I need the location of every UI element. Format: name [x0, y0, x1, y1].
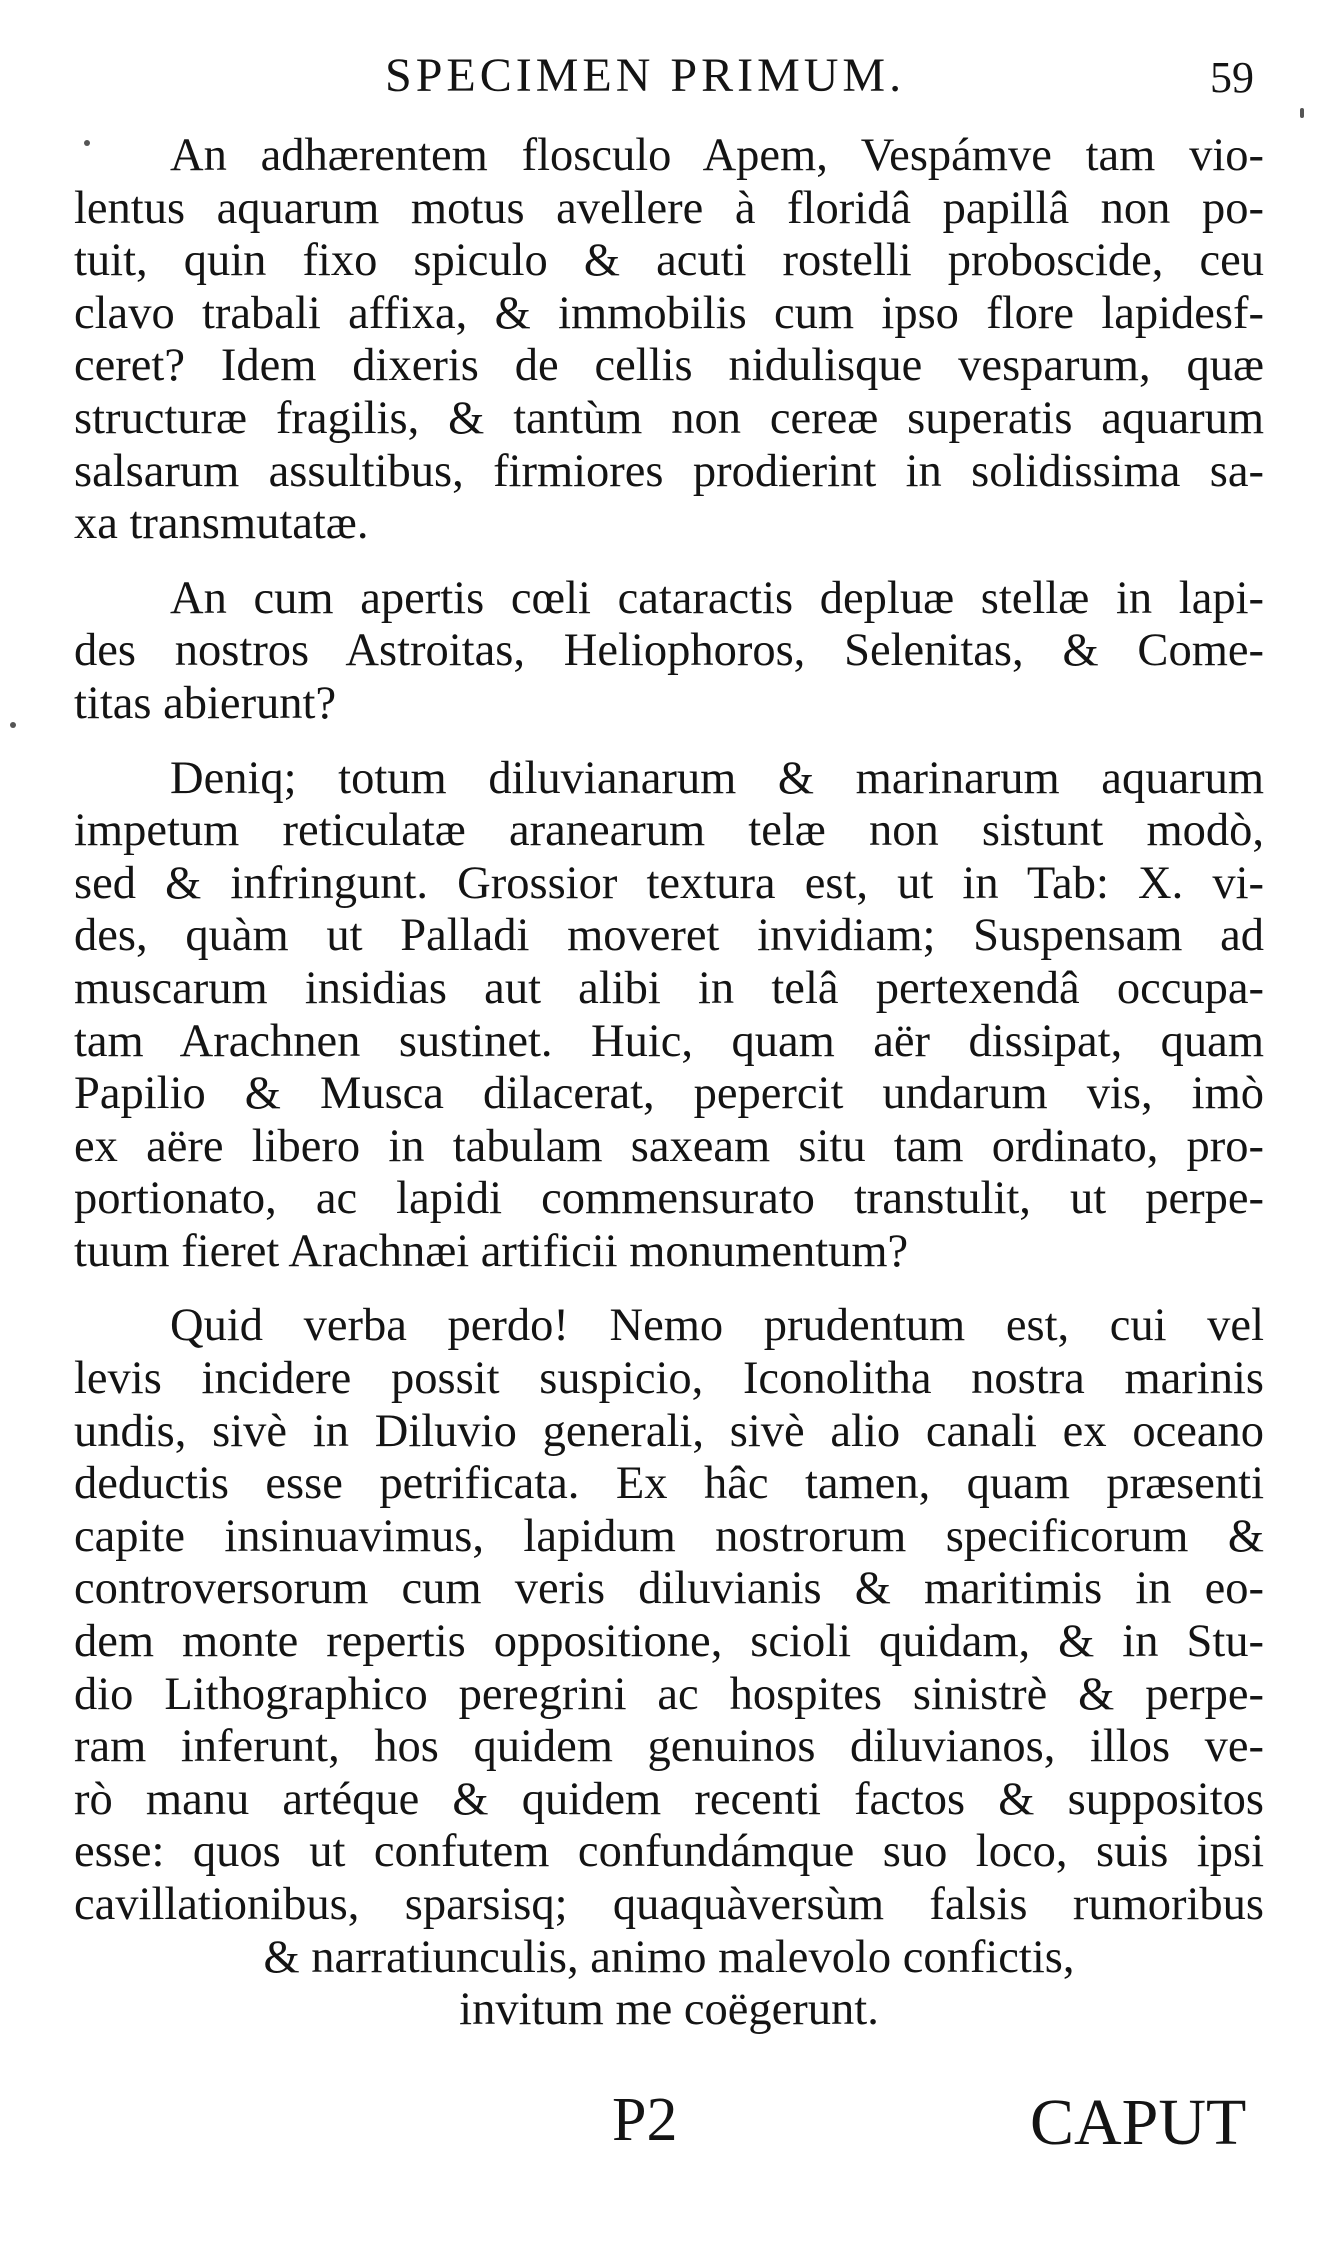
text-line: deductis esse petrificata. Ex hâc tamen, quam præsenti [74, 1458, 1264, 1510]
text-line: An adhærentem flosculo Apem, Vespámve tam vio- [170, 130, 1264, 181]
text-line: An cum apertis cœli cataractis depluæ stellæ in lapi- [170, 572, 1264, 624]
text-line: esse: quos ut confutem confundámque suo loco, suis ipsi [74, 1826, 1264, 1878]
text-line: levis incidere possit suspicio, Iconolitha nostra marinis [74, 1353, 1264, 1405]
text-line: & narratiunculis, animo malevolo confictis, [263, 1931, 1075, 1983]
text-line: invitum me coëgerunt. [459, 1984, 879, 2036]
text-line: undis, sivè in Diluvio generali, sivè alio canali ex oceano [74, 1405, 1264, 1457]
page-footer [0, 2085, 1336, 2175]
text-line: dio Lithographico peregrini ac hospites sinistrè & perpe- [74, 1668, 1264, 1720]
paragraph-4 [74, 1300, 1264, 2036]
text-line: rò manu artéque & quidem recenti factos & suppositos [74, 1773, 1264, 1825]
text-line: xa transmutatæ. [74, 498, 369, 550]
text-line: capite insinuavimus, lapidum nostrorum specificorum & [74, 1510, 1264, 1562]
text-line: impetum reticulatæ aranearum telæ non sistunt modò, [74, 805, 1264, 857]
text-line: salsarum assultibus, firmiores prodierint in solidissima sa- [74, 445, 1264, 497]
text-line: Papilio & Musca dilacerat, pepercit undarum vis, imò [74, 1068, 1264, 1120]
text-line: clavo trabali affixa, & immobilis cum ipso flore lapidesf- [74, 287, 1264, 339]
page-header [0, 48, 1336, 108]
paragraph-2 [74, 573, 1264, 731]
text-line: tuum fieret Arachnæi artificii monumentum? [74, 1225, 909, 1277]
text-line: des, quàm ut Palladi moveret invidiam; Suspensam ad [74, 910, 1264, 962]
text-line: structuræ fragilis, & tantùm non cereæ superatis aquarum [74, 392, 1264, 444]
text-line: controversorum cum veris diluvianis & maritimis in eo- [74, 1563, 1264, 1615]
text-line: dem monte repertis oppositione, scioli quidam, & in Stu- [74, 1616, 1264, 1668]
paragraph-3 [74, 753, 1264, 1279]
text-line: portionato, ac lapidi commensurato transtulit, ut perpe- [74, 1173, 1264, 1225]
text-line: ceret? Idem dixeris de cellis nidulisque vesparum, quæ [74, 340, 1264, 392]
text-line: cavillationibus, sparsisq; quaquàversùm falsis rumoribus [74, 1879, 1264, 1930]
paragraph-1 [74, 130, 1264, 551]
signature-mark: P2 [612, 2086, 678, 2154]
page-number: 59 [1210, 53, 1254, 102]
text-line: tuit, quin fixo spiculo & acuti rostelli proboscide, ceu [74, 235, 1264, 287]
text-line: titas abierunt? [74, 677, 337, 729]
text-line: Quid verba perdo! Nemo prudentum est, cui vel [170, 1300, 1264, 1352]
text-line: lentus aquarum motus avellere à floridâ papillâ non po- [74, 182, 1264, 234]
running-title: SPECIMEN PRIMUM. [385, 49, 906, 102]
text-line: tam Arachnen sustinet. Huic, quam aër dissipat, quam [74, 1015, 1264, 1067]
body-text [74, 130, 1264, 2059]
print-speck [10, 722, 16, 728]
text-line: muscarum insidias aut alibi in telâ pertexendâ occupa- [74, 962, 1264, 1014]
text-line: sed & infringunt. Grossior textura est, ut in Tab: X. vi- [74, 857, 1264, 909]
catchword: CAPUT [1030, 2086, 1247, 2159]
print-speck [84, 140, 90, 146]
text-line: ex aëre libero in tabulam saxeam situ tam ordinato, pro- [74, 1120, 1264, 1172]
print-speck [1300, 108, 1304, 118]
text-line: ram inferunt, hos quidem genuinos diluvianos, illos ve- [74, 1721, 1264, 1773]
text-line: Deniq; totum diluvianarum & marinarum aquarum [170, 752, 1264, 804]
text-line: des nostros Astroitas, Heliophoros, Selenitas, & Come- [74, 625, 1264, 677]
